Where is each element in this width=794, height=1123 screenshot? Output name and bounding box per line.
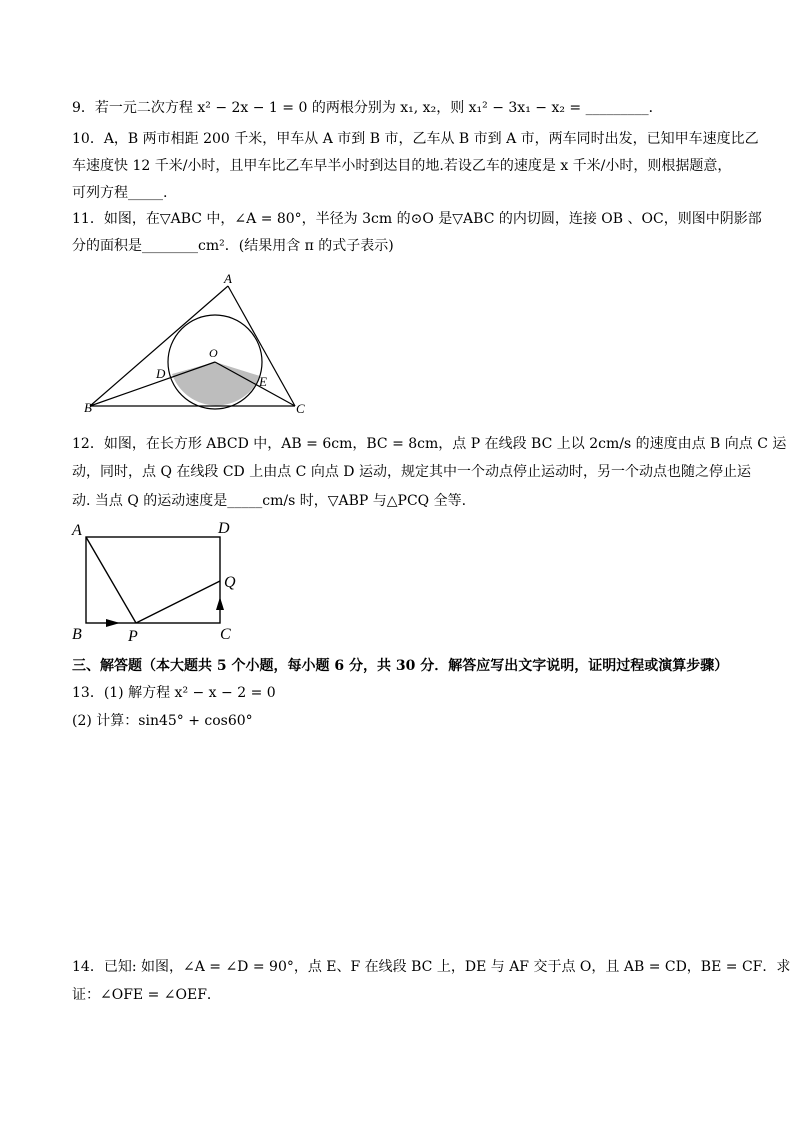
question-13-part-2: (2) 计算：sin45° + cos60° <box>72 713 253 729</box>
arrow-up-icon <box>216 597 224 610</box>
question-10-line-2: 车速度快 12 千米/小时，且甲车比乙车早半小时到达目的地.若设乙车的速度是 x 千米/小时，则根据题意， <box>72 158 732 174</box>
segment-ap <box>86 537 136 623</box>
label-b: B <box>84 400 92 415</box>
label-p: P <box>128 628 138 645</box>
question-12-line-2: 动，同时，点 Q 在线段 CD 上由点 C 向点 D 运动，规定其中一个动点停止运动时，另一个动点也随之停止运 <box>72 464 751 480</box>
incircle-triangle-figure <box>80 268 320 418</box>
question-14-line-2: 证：∠OFE = ∠OEF． <box>72 987 221 1003</box>
label-e: E <box>259 374 267 389</box>
question-10-line-3: 可列方程_____. <box>72 185 168 201</box>
question-13-part-1: 13．(1) 解方程 x² − x − 2 = 0 <box>72 685 276 701</box>
question-9: 9．若一元二次方程 x² − 2x − 1 = 0 的两根分别为 x₁, x₂，则 x₁² − 3x₁ − x₂ = _________． <box>72 100 663 116</box>
question-12-line-3: 动. 当点 Q 的运动速度是_____cm/s 时，▽ABP 与△PCQ 全等. <box>72 493 467 509</box>
question-10-line-1: 10．A，B 两市相距 200 千米，甲车从 A 市到 B 市，乙车从 B 市到 A 市，两车同时出发，已知甲车速度比乙 <box>72 131 759 147</box>
label-c: C <box>220 626 231 643</box>
section-3-heading: 三、解答题（本大题共 5 个小题，每小题 6 分，共 30 分．解答应写出文字说明，证明过程或演算步骤） <box>72 658 729 674</box>
label-d: D <box>156 366 166 381</box>
rectangle-abcd <box>86 537 220 623</box>
question-11-line-1: 11．如图，在▽ABC 中，∠A = 80°，半径为 3cm 的⊙O 是▽ABC 的内切圆，连接 OB 、OC，则图中阴影部 <box>72 211 762 227</box>
question-14-line-1: 14．已知: 如图，∠A = ∠D = 90°，点 E、F 在线段 BC 上，DE 与 AF 交于点 O，且 AB = CD，BE = CF．求 <box>72 959 791 975</box>
label-b: B <box>72 626 82 643</box>
label-q: Q <box>224 574 236 591</box>
label-d: D <box>218 520 230 537</box>
rectangle-figure <box>66 515 256 645</box>
arrow-right-icon <box>106 619 120 627</box>
label-c: C <box>296 401 305 416</box>
label-a: A <box>224 271 232 286</box>
label-o: O <box>209 346 218 360</box>
label-a: A <box>72 522 82 539</box>
question-11-line-2: 分的面积是________cm²．(结果用含 π 的式子表示) <box>72 238 394 254</box>
segment-pq <box>136 581 220 623</box>
question-12-line-1: 12．如图，在长方形 ABCD 中，AB = 6cm，BC = 8cm，点 P 在线段 BC 上以 2cm/s 的速度由点 B 向点 C 运 <box>72 436 787 452</box>
